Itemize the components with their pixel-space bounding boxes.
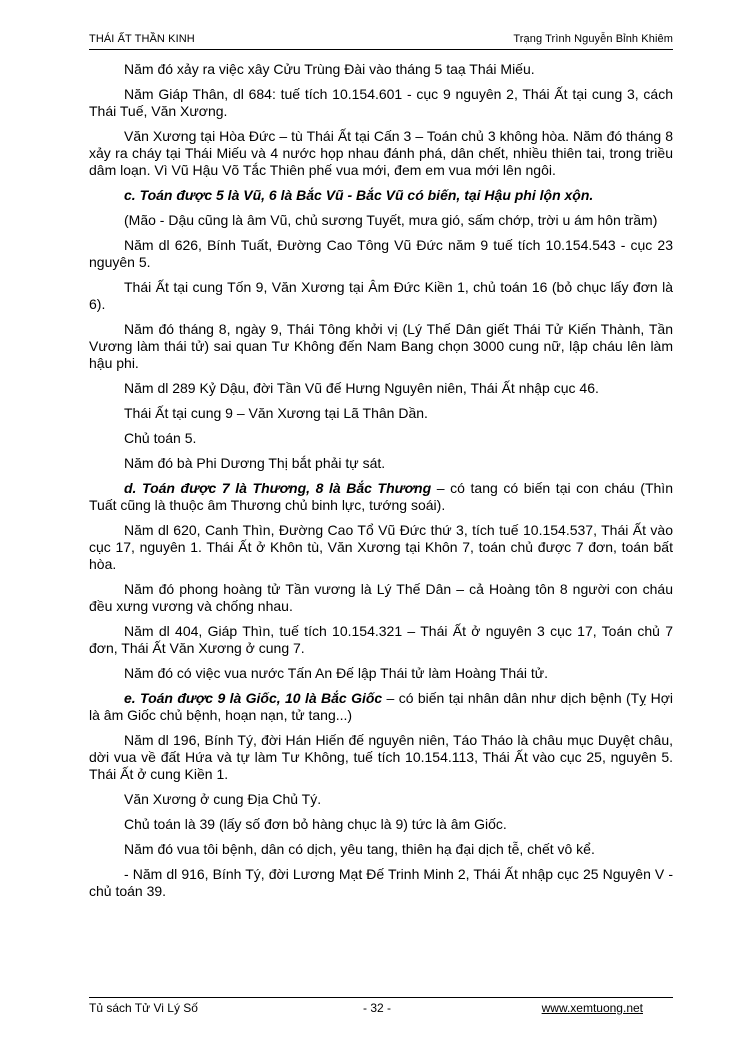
body-paragraph [89, 732, 673, 783]
paragraph-text: Năm đó phong hoàng tử Tần vương là Lý Thế Dân – cả Hoàng tôn 8 người con cháu đều xưng vương và chống nhau. [89, 581, 673, 614]
body-paragraph [89, 665, 673, 682]
section-heading: c. Toán được 5 là Vũ, 6 là Bắc Vũ - Bắc Vũ có biến, tại Hậu phi lộn xộn. [124, 187, 594, 203]
body-paragraph [89, 380, 673, 397]
footer-website-link[interactable]: www.xemtuong.net [541, 1001, 643, 1015]
page-header [89, 31, 673, 49]
paragraph-text: Năm đó tháng 8, ngày 9, Thái Tông khởi vị (Lý Thế Dân giết Thái Tử Kiến Thành, Tần Vương làm thái tử) sai quan Tư Không đến Nam Bang chọn 3000 cung nữ, lập cháu lên làm hậu phi. [89, 321, 673, 371]
paragraph-text: Năm đó vua tôi bệnh, dân có dịch, yêu tang, thiên hạ đại dịch tễ, chết vô kể. [124, 841, 595, 857]
paragraph-text: (Mão - Dậu cũng là âm Vũ, chủ sương Tuyết, mưa gió, sấm chớp, trời u ám hôn trầm) [124, 212, 658, 228]
body-paragraph [89, 128, 673, 179]
paragraph-text: Chủ toán là 39 (lấy số đơn bỏ hàng chục là 9) tức là âm Giốc. [124, 816, 507, 832]
body-paragraph [89, 321, 673, 372]
page-footer [89, 997, 673, 1017]
body-paragraph [89, 841, 673, 858]
body-paragraph [89, 866, 673, 900]
body-paragraph [89, 86, 673, 120]
section-paragraph [89, 480, 673, 514]
paragraph-text: Năm dl 289 Kỷ Dậu, đời Tần Vũ đế Hưng Nguyên niên, Thái Ất nhập cục 46. [124, 380, 599, 396]
paragraph-text: Năm Giáp Thân, dl 684: tuế tích 10.154.601 - cục 9 nguyên 2, Thái Ất tại cung 3, cách Thái Tuế, Văn Xương. [89, 86, 673, 119]
paragraph-text: Năm dl 626, Bính Tuất, Đường Cao Tông Vũ Đức năm 9 tuế tích 10.154.543 - cục 23 nguyên 5. [89, 237, 673, 270]
footer-series: Tủ sách Tử Vi Lý Số [89, 1001, 198, 1015]
paragraph-text: Năm đó có việc vua nước Tấn An Đế lập Thái tử làm Hoàng Thái tử. [124, 665, 549, 681]
paragraph-text: Năm dl 404, Giáp Thìn, tuế tích 10.154.321 – Thái Ất ở nguyên 3 cục 17, Toán chủ 7 đơn, Thái Ất Văn Xương ở cung 7. [89, 623, 673, 656]
section-heading: e. Toán được 9 là Giốc, 10 là Bắc Giốc [124, 690, 383, 706]
header-divider [89, 49, 673, 50]
paragraph-text: Văn Xương tại Hòa Đức – tù Thái Ất tại Cấn 3 – Toán chủ 3 không hòa. Năm đó tháng 8 xảy ra cháy tại Thái Miếu và 4 nước họp nhau đánh phá, dân chết, nhiều thiên tai, trong triều dâm loạn. Vì Vũ Hậu Võ Tắc Thiên phế vua mới, đem em vua mới lên ngôi. [89, 128, 673, 178]
body-paragraph [89, 279, 673, 313]
section-heading: d. Toán được 7 là Thương, 8 là Bắc Thương [124, 480, 432, 496]
body-paragraph [89, 212, 673, 229]
section-paragraph [89, 690, 673, 724]
paragraph-text: Năm dl 620, Canh Thìn, Đường Cao Tổ Vũ Đức thứ 3, tích tuế 10.154.537, Thái Ất vào cục 17, nguyên 1. Thái Ất ở Khôn tù, Văn Xương tại Khôn 7, toán chủ được 7 đơn, toán bất hòa. [89, 522, 673, 572]
body-paragraph [89, 581, 673, 615]
paragraph-text: – có tang có biến tại con cháu (Thìn Tuất cũng là thuộc âm Thương chủ binh lực, tướng soái). [89, 480, 673, 513]
page-body [89, 61, 673, 908]
paragraph-text: Chủ toán 5. [124, 430, 197, 446]
paragraph-text: Năm đó bà Phi Dương Thị bắt phải tự sát. [124, 455, 386, 471]
body-paragraph [89, 237, 673, 271]
body-paragraph [89, 791, 673, 808]
paragraph-text: Năm đó xảy ra việc xây Cửu Trùng Đài vào tháng 5 taạ Thái Miếu. [124, 61, 535, 77]
header-book-title: THÁI ẤT THẦN KINH [89, 33, 195, 45]
paragraph-text: Thái Ất tại cung Tốn 9, Văn Xương tại Âm Đức Kiền 1, chủ toán 16 (bỏ chục lấy đơn là 6). [89, 279, 673, 312]
paragraph-text: - Năm dl 916, Bính Tý, đời Lương Mạt Đế Trinh Minh 2, Thái Ất nhập cục 25 Nguyên V - chủ toán 39. [89, 866, 673, 899]
body-paragraph [89, 405, 673, 422]
footer-divider [89, 997, 673, 998]
body-paragraph [89, 61, 673, 78]
body-paragraph [89, 816, 673, 833]
paragraph-text: – có biến tại nhân dân như dịch bệnh (Tỵ Hợi là âm Giốc chủ bệnh, hoạn nạn, tử tang...) [89, 690, 673, 723]
body-paragraph [89, 623, 673, 657]
page-number: - 32 - [363, 1001, 392, 1015]
paragraph-text: Thái Ất tại cung 9 – Văn Xương tại Lã Thân Dần. [124, 405, 428, 421]
header-author: Trạng Trình Nguyễn Bỉnh Khiêm [513, 33, 673, 45]
body-paragraph [89, 522, 673, 573]
section-paragraph [89, 187, 673, 204]
body-paragraph [89, 430, 673, 447]
paragraph-text: Văn Xương ở cung Địa Chủ Tý. [124, 791, 322, 807]
paragraph-text: Năm dl 196, Bính Tý, đời Hán Hiến đế nguyên niên, Táo Tháo là châu mục Duyệt châu, dời vua về đất Hứa và tự làm Tư Không, tuế tích 10.154.113, Thái Ất vào cục 25, nguyên 5. Thái Ất ở cung Kiền 1. [89, 732, 673, 782]
body-paragraph [89, 455, 673, 472]
